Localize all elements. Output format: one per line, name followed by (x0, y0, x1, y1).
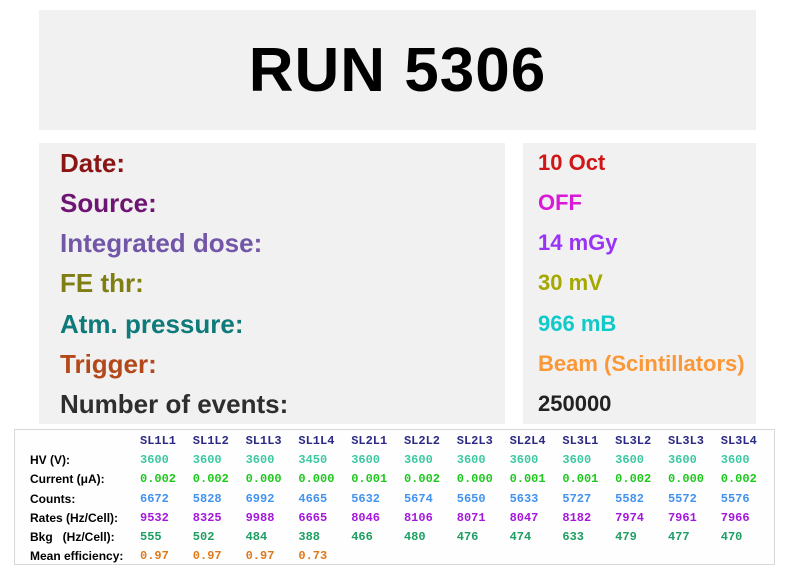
cell-mean-efficiency-sl1l4: 0.73 (298, 549, 328, 564)
cell-counts-sl1l1: 6672 (140, 491, 169, 506)
cell-counts-sl3l4: 5576 (720, 491, 750, 506)
column-header-sl1l4: SL1L4 (298, 433, 335, 448)
cell-bkg-sl1l1: 555 (140, 530, 162, 545)
cell-bkg-sl1l3: 484 (245, 530, 268, 545)
cell-counts-sl1l3: 6992 (245, 491, 275, 506)
cell-bkg-sl2l1: 466 (351, 530, 373, 545)
info-value-integrated-dose: 14 mGy (538, 230, 618, 256)
cell-bkg-sl3l2: 479 (615, 530, 637, 545)
cell-current-sl1l2: 0.002 (192, 472, 229, 487)
info-label-date: Date: (60, 148, 126, 179)
cell-hv-sl2l1: 3600 (351, 452, 380, 467)
cell-current-sl1l1: 0.002 (140, 472, 177, 487)
cell-hv-sl3l2: 3600 (615, 452, 644, 467)
cell-bkg-sl3l4: 470 (720, 530, 743, 545)
info-label-number-of-events: Number of events: (60, 388, 289, 419)
cell-counts-sl2l3: 5650 (456, 491, 486, 506)
cell-rates-sl1l4: 6665 (298, 510, 328, 525)
cell-current-sl3l4: 0.002 (720, 472, 757, 487)
cell-current-sl3l3: 0.000 (667, 472, 704, 487)
cell-bkg-sl2l4: 474 (509, 530, 532, 545)
cell-hv-sl3l3: 3600 (667, 452, 697, 467)
cell-bkg-sl1l2: 502 (192, 530, 215, 545)
row-label-rates: Rates (Hz/Cell): (30, 510, 119, 525)
info-label-fe-threshold: FE thr: (60, 268, 144, 299)
column-header-sl1l2: SL1L2 (192, 433, 229, 448)
cell-current-sl3l1: 0.001 (562, 472, 599, 487)
cell-hv-sl2l4: 3600 (509, 452, 539, 467)
cell-counts-sl3l1: 5727 (562, 491, 592, 506)
cell-rates-sl3l2: 7974 (615, 510, 644, 525)
cell-current-sl2l3: 0.000 (456, 472, 493, 487)
title-banner (39, 10, 756, 130)
info-value-fe-threshold: 30 mV (538, 270, 603, 296)
channel-table-grid (15, 430, 774, 566)
column-header-sl2l2: SL2L2 (403, 433, 440, 448)
column-header-sl3l3: SL3L3 (667, 433, 704, 448)
cell-bkg-sl3l3: 477 (667, 530, 690, 545)
cell-rates-sl3l4: 7966 (720, 510, 750, 525)
cell-counts-sl2l1: 5632 (351, 491, 380, 506)
cell-mean-efficiency-sl1l1: 0.97 (140, 549, 169, 564)
cell-counts-sl2l2: 5674 (403, 491, 433, 506)
info-label-integrated-dose: Integrated dose: (60, 228, 263, 259)
info-label-trigger: Trigger: (60, 348, 157, 379)
cell-rates-sl2l3: 8071 (456, 510, 486, 525)
cell-rates-sl2l2: 8106 (403, 510, 433, 525)
cell-current-sl2l2: 0.002 (403, 472, 440, 487)
cell-current-sl1l3: 0.000 (245, 472, 282, 487)
column-header-sl1l3: SL1L3 (245, 433, 282, 448)
channel-table (14, 429, 775, 565)
column-header-sl2l1: SL2L1 (351, 433, 388, 448)
cell-counts-sl3l2: 5582 (615, 491, 644, 506)
cell-rates-sl1l3: 9988 (245, 510, 275, 525)
info-value-trigger: Beam (Scintillators) (538, 350, 745, 376)
row-label-mean-efficiency: Mean efficiency: (30, 549, 124, 564)
column-header-sl3l2: SL3L2 (615, 433, 652, 448)
info-values-panel (523, 143, 756, 424)
row-label-current: Current (μA): (30, 472, 105, 487)
column-header-sl3l4: SL3L4 (720, 433, 757, 448)
cell-mean-efficiency-sl1l3: 0.97 (245, 549, 275, 564)
cell-hv-sl1l1: 3600 (140, 452, 169, 467)
cell-hv-sl2l2: 3600 (403, 452, 433, 467)
cell-counts-sl1l2: 5828 (192, 491, 222, 506)
cell-current-sl1l4: 0.000 (298, 472, 335, 487)
info-value-source: OFF (538, 190, 582, 216)
cell-bkg-sl2l2: 480 (403, 530, 426, 545)
cell-bkg-sl3l1: 633 (562, 530, 584, 545)
column-header-sl2l3: SL2L3 (456, 433, 493, 448)
cell-hv-sl3l4: 3600 (720, 452, 750, 467)
cell-current-sl2l4: 0.001 (509, 472, 546, 487)
info-labels-panel (39, 143, 505, 424)
info-value-atm-pressure: 966 mB (538, 310, 617, 336)
cell-rates-sl3l3: 7961 (667, 510, 697, 525)
cell-hv-sl1l4: 3450 (298, 452, 328, 467)
row-label-hv: HV (V): (30, 452, 70, 467)
cell-rates-sl2l1: 8046 (351, 510, 380, 525)
column-header-sl1l1: SL1L1 (140, 433, 177, 448)
row-label-bkg: Bkg (Hz/Cell): (30, 530, 115, 545)
run-title: RUN 5306 (248, 35, 547, 105)
cell-hv-sl1l2: 3600 (192, 452, 222, 467)
cell-rates-sl1l2: 8325 (192, 510, 222, 525)
cell-current-sl2l1: 0.001 (351, 472, 388, 487)
info-value-number-of-events: 250000 (538, 390, 612, 416)
cell-bkg-sl1l4: 388 (298, 530, 320, 545)
info-label-atm-pressure: Atm. pressure: (60, 308, 244, 339)
cell-counts-sl3l3: 5572 (667, 491, 697, 506)
cell-bkg-sl2l3: 476 (456, 530, 479, 545)
cell-current-sl3l2: 0.002 (615, 472, 652, 487)
cell-counts-sl2l4: 5633 (509, 491, 539, 506)
column-header-sl2l4: SL2L4 (509, 433, 546, 448)
cell-rates-sl1l1: 9532 (140, 510, 169, 525)
row-label-counts: Counts: (30, 491, 76, 506)
cell-rates-sl3l1: 8182 (562, 510, 592, 525)
column-header-sl3l1: SL3L1 (562, 433, 599, 448)
cell-hv-sl2l3: 3600 (456, 452, 486, 467)
cell-mean-efficiency-sl1l2: 0.97 (192, 549, 222, 564)
info-value-date: 10 Oct (538, 150, 606, 176)
info-label-source: Source: (60, 188, 157, 219)
cell-hv-sl1l3: 3600 (245, 452, 275, 467)
cell-hv-sl3l1: 3600 (562, 452, 592, 467)
cell-rates-sl2l4: 8047 (509, 510, 539, 525)
cell-counts-sl1l4: 4665 (298, 491, 328, 506)
